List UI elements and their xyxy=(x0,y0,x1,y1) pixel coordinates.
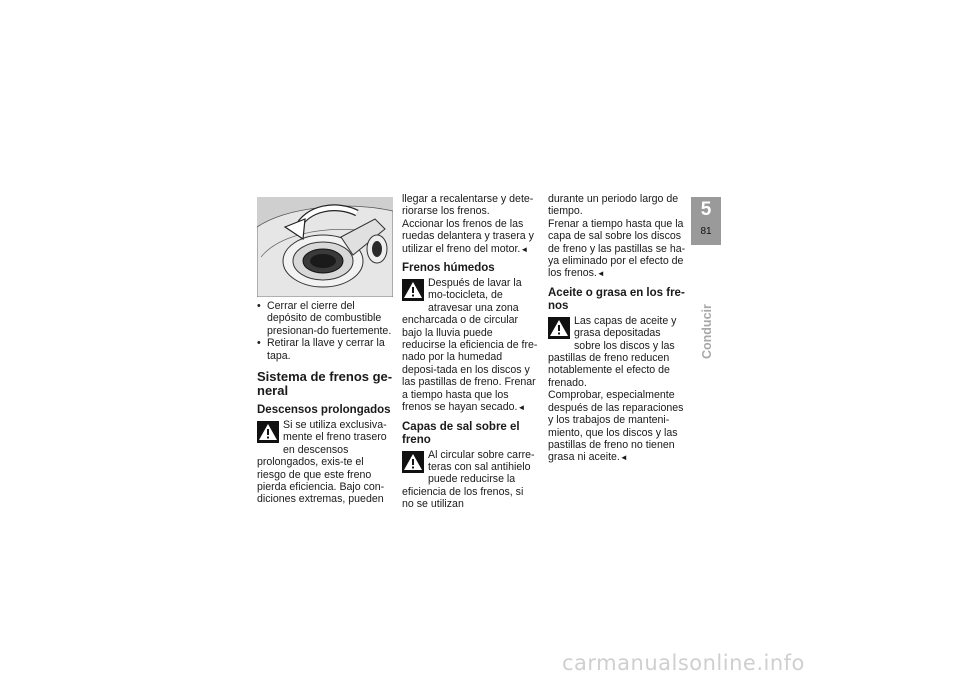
paragraph: llegar a recalentarse y dete-riorarse los frenos. xyxy=(402,193,534,218)
warning-block xyxy=(257,419,393,506)
bullet-item xyxy=(257,300,393,337)
paragraph: durante un periodo largo de tiempo. xyxy=(548,193,679,218)
end-mark: ◄ xyxy=(596,269,605,279)
paragraph: Frenar a tiempo hasta que la capa de sal sobre los discos de freno y las pastillas se ha-ya eliminado por el efecto de los frenos.◄ xyxy=(548,217,686,280)
end-mark: ◄ xyxy=(619,453,628,463)
fuel-cap-drawing xyxy=(257,197,393,297)
watermark-text: carmanualsonline.info xyxy=(562,651,805,675)
warning-block xyxy=(402,277,538,414)
paragraph: Comprobar, especialmente después de las reparaciones y los trabajos de manteni-miento, que los discos y las pastillas de freno no tienen grasa ni aceite.◄ xyxy=(548,389,684,464)
column-1 xyxy=(257,193,393,506)
chapter-number: 5 xyxy=(700,199,712,220)
subsection-title: Capas de sal sobre el freno xyxy=(402,420,520,446)
chapter-tab xyxy=(691,197,721,245)
bullet-dot: • xyxy=(257,337,261,350)
bullet-text: Cerrar el cierre del depósito de combustible presionan-do fuertemente. xyxy=(267,300,392,337)
bullet-dot: • xyxy=(257,300,261,312)
end-mark: ◄ xyxy=(520,244,529,254)
chapter-side-label: Conducir xyxy=(700,304,714,359)
warning-block xyxy=(402,449,538,511)
warning-triangle-icon xyxy=(402,279,424,301)
fuel-filler-cap-illustration xyxy=(257,197,393,297)
end-mark: ◄ xyxy=(517,403,526,413)
subsection-title: Aceite o grasa en los fre-nos xyxy=(548,286,685,312)
warning-block xyxy=(548,315,686,389)
warning-triangle-icon xyxy=(548,317,570,339)
paragraph: Al circular sobre carre-teras con sal antihielo puede reducirse la eficiencia de los frenos, si no se utilizan xyxy=(402,448,535,511)
paragraph: Las capas de aceite y grasa depositadas sobre los discos y las pastillas de freno reducen notablemente el efecto de frenado. xyxy=(548,314,677,389)
column-3 xyxy=(548,193,686,465)
paragraph: Después de lavar la mo-tocicleta, de atravesar una zona encharcada o de circular bajo la lluvia puede reducirse la eficiencia de fre-nado por la humedad deposi-tada en los discos y las pastillas de freno. Frenar a tiempo hasta que los frenos se hayan secado.◄ xyxy=(402,277,538,414)
paragraph: Si se utiliza exclusiva-mente el freno trasero en descensos prolongados, exis-te el riesgo de que este freno pierda eficiencia. Bajo con-diciones extremas, pueden xyxy=(257,419,387,506)
bullet-item xyxy=(257,337,393,362)
paragraph: Accionar los frenos de las ruedas delantera y trasera y utilizar el freno del motor.◄ xyxy=(402,217,534,255)
warning-triangle-icon xyxy=(257,421,279,443)
section-title: Sistema de frenos ge-neral xyxy=(257,369,393,399)
subsection-title: Descensos prolongados xyxy=(257,404,391,417)
bullet-text: Retirar la llave y cerrar la tapa. xyxy=(267,337,385,362)
page-number: 81 xyxy=(700,226,712,237)
column-2 xyxy=(402,193,538,511)
subsection-title: Frenos húmedos xyxy=(402,262,495,275)
warning-triangle-icon xyxy=(402,451,424,473)
